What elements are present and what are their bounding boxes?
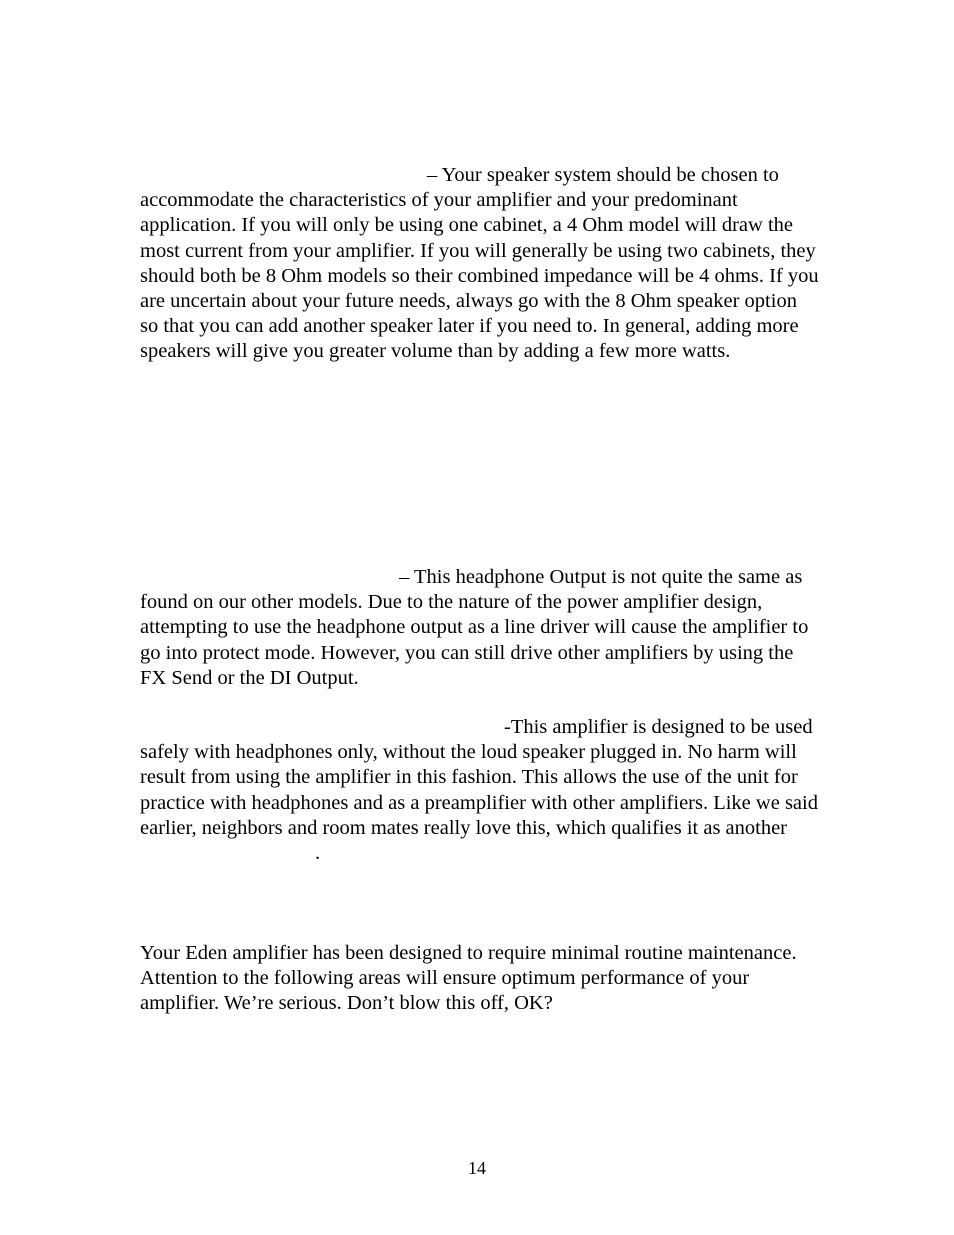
headphone-output-paragraph xyxy=(140,565,820,691)
heading-placeholder xyxy=(140,163,427,188)
maintenance-paragraph: Your Eden amplifier has been designed to require minimal routine maintenance. Attention to the following areas will ensure optimum performance of your amplifier. We’re serious. Don’t blow this off, OK? xyxy=(140,942,797,1015)
headphones-only-text: -This amplifier is designed to be used safely with headphones only, without the loud speaker plugged in. No harm will result from using the amplifier in this fashion. This allows the use of the unit for practice with headphones and as a preamplifier with other amplifiers. Like we said earlier, neighbors and room mates really love this, which qualifies it as another xyxy=(140,716,818,839)
headphone-output-text: – This headphone Output is not quite the same as found on our other models. Due to the nature of the power amplifier design, attempting to use the headphone output as a line driver will cause the amplifier to go into protect mode. However, you can still drive other amplifiers by using the FX Send or the DI Output. xyxy=(140,566,809,689)
term-placeholder xyxy=(140,841,315,866)
page-number: 14 xyxy=(468,1158,486,1178)
headphones-only-end: . xyxy=(315,842,321,865)
heading-placeholder xyxy=(140,715,504,740)
speaker-system-paragraph xyxy=(140,163,820,365)
heading-placeholder xyxy=(140,565,399,590)
speaker-system-text: – Your speaker system should be chosen to accommodate the characteristics of your amplifier and your predominant application. If you will only be using one cabinet, a 4 Ohm model will draw the most current from your amplifier. If you will generally be using two cabinets, they should both be 8 Ohm models so their combined impedance will be 4 ohms. If you are uncertain about your future needs, always go with the 8 Ohm speaker option so that you can add another speaker later if you need to. In general, adding more speakers will give you greater volume than by adding a few more watts. xyxy=(140,164,819,363)
headphones-only-paragraph xyxy=(140,715,820,866)
